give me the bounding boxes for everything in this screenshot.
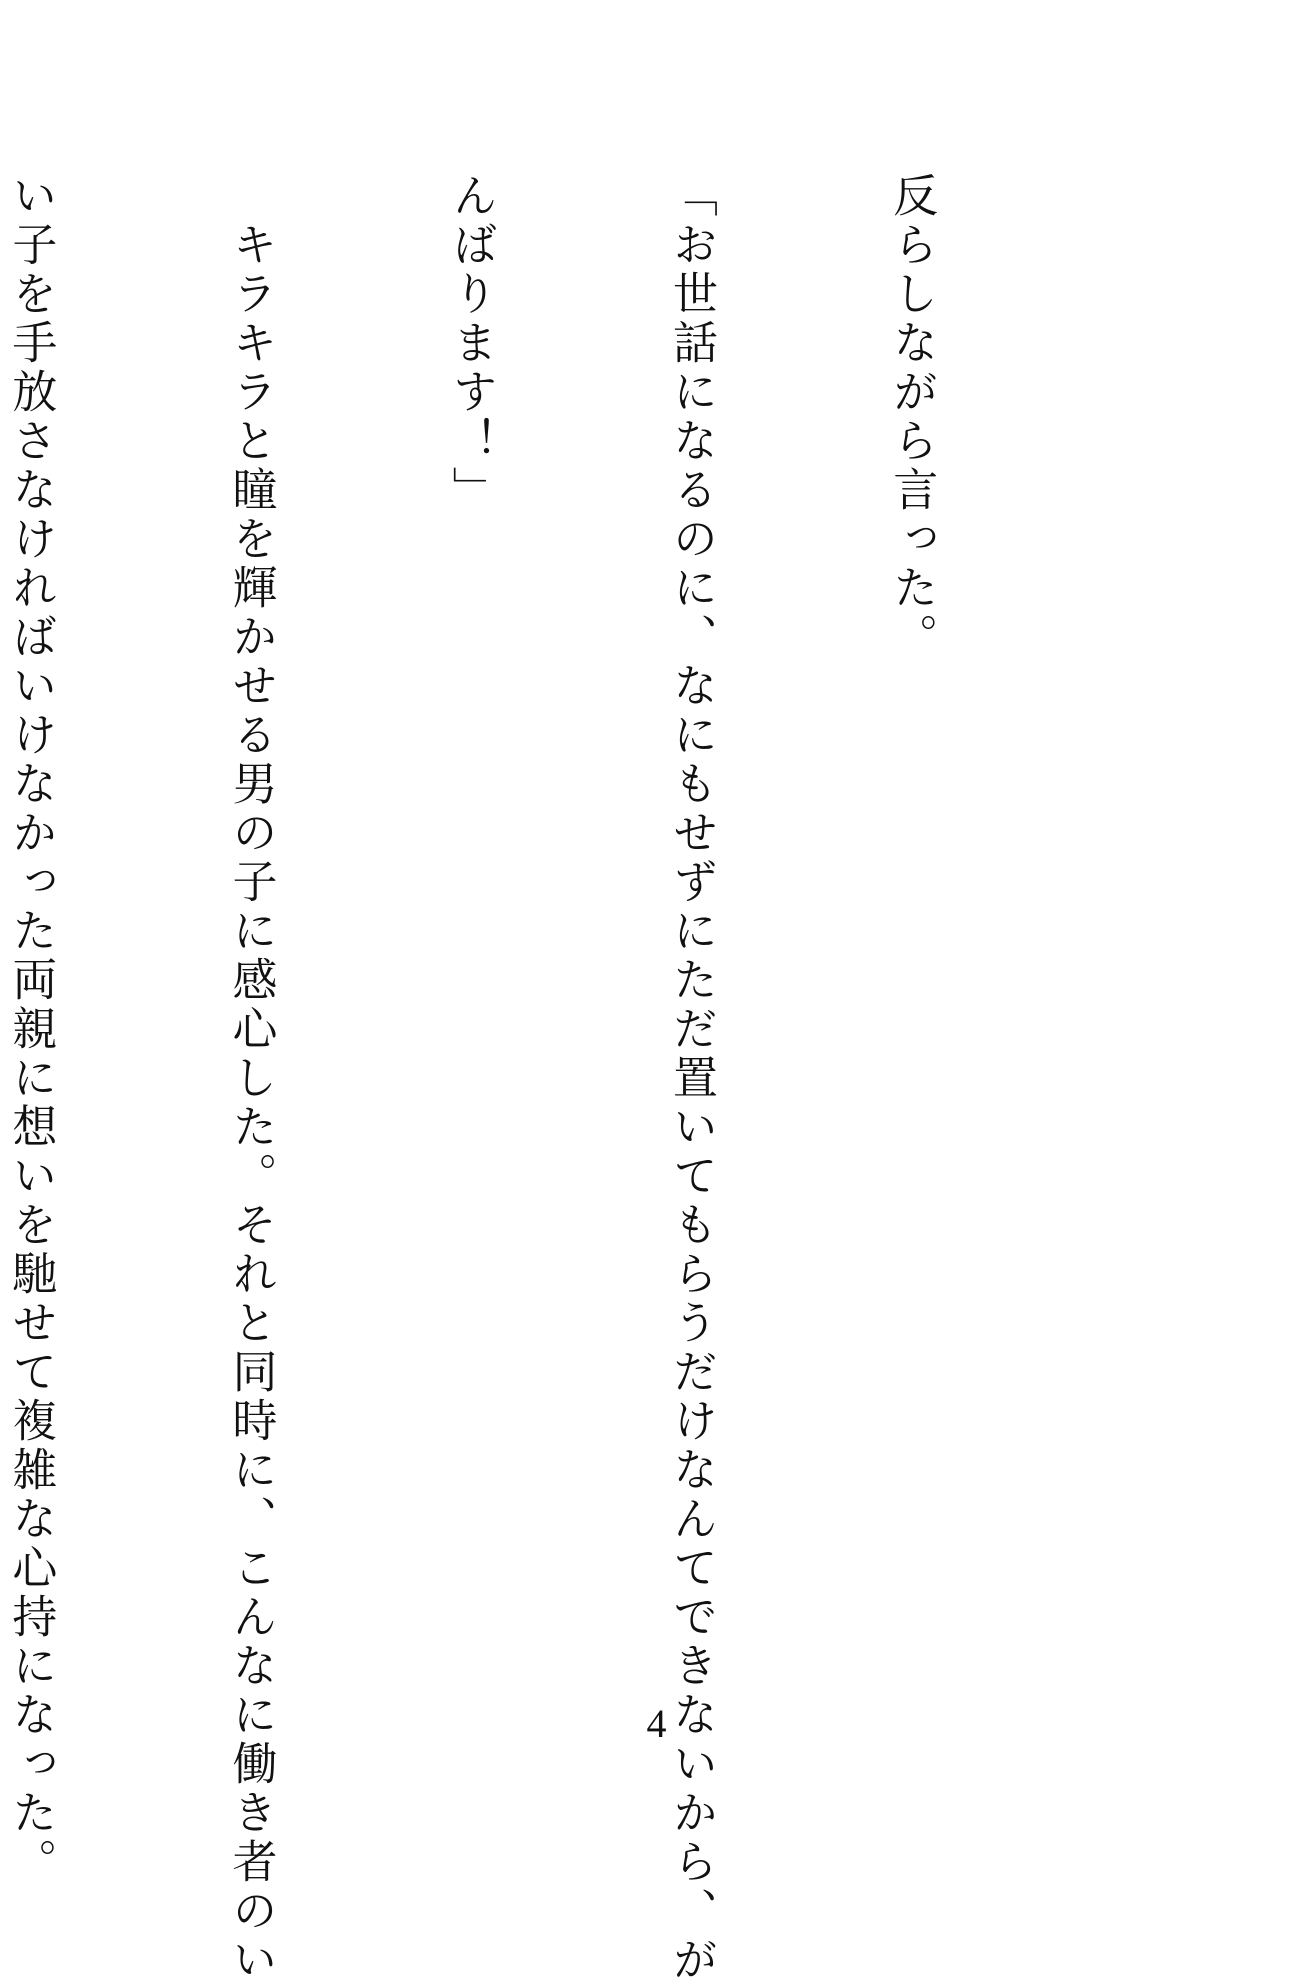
text-line: んばります！」 xyxy=(444,172,498,515)
text-line: 「お世話になるのに、なにもせずにただ置いてもらうだけなんてできないから、が xyxy=(664,172,718,1985)
text-line: キラキラと瞳を輝かせる男の子に感心した。それと同時に、こんなに働き者のい xyxy=(224,172,278,1985)
text-line: い子を手放さなければいけなかった両親に想いを馳せて複雑な心持になった。 xyxy=(4,172,58,1887)
vertical-text-body xyxy=(0,172,1095,1985)
text-line: 反らしながら言った。 xyxy=(885,172,939,662)
page-number: 4 xyxy=(646,1701,667,1746)
